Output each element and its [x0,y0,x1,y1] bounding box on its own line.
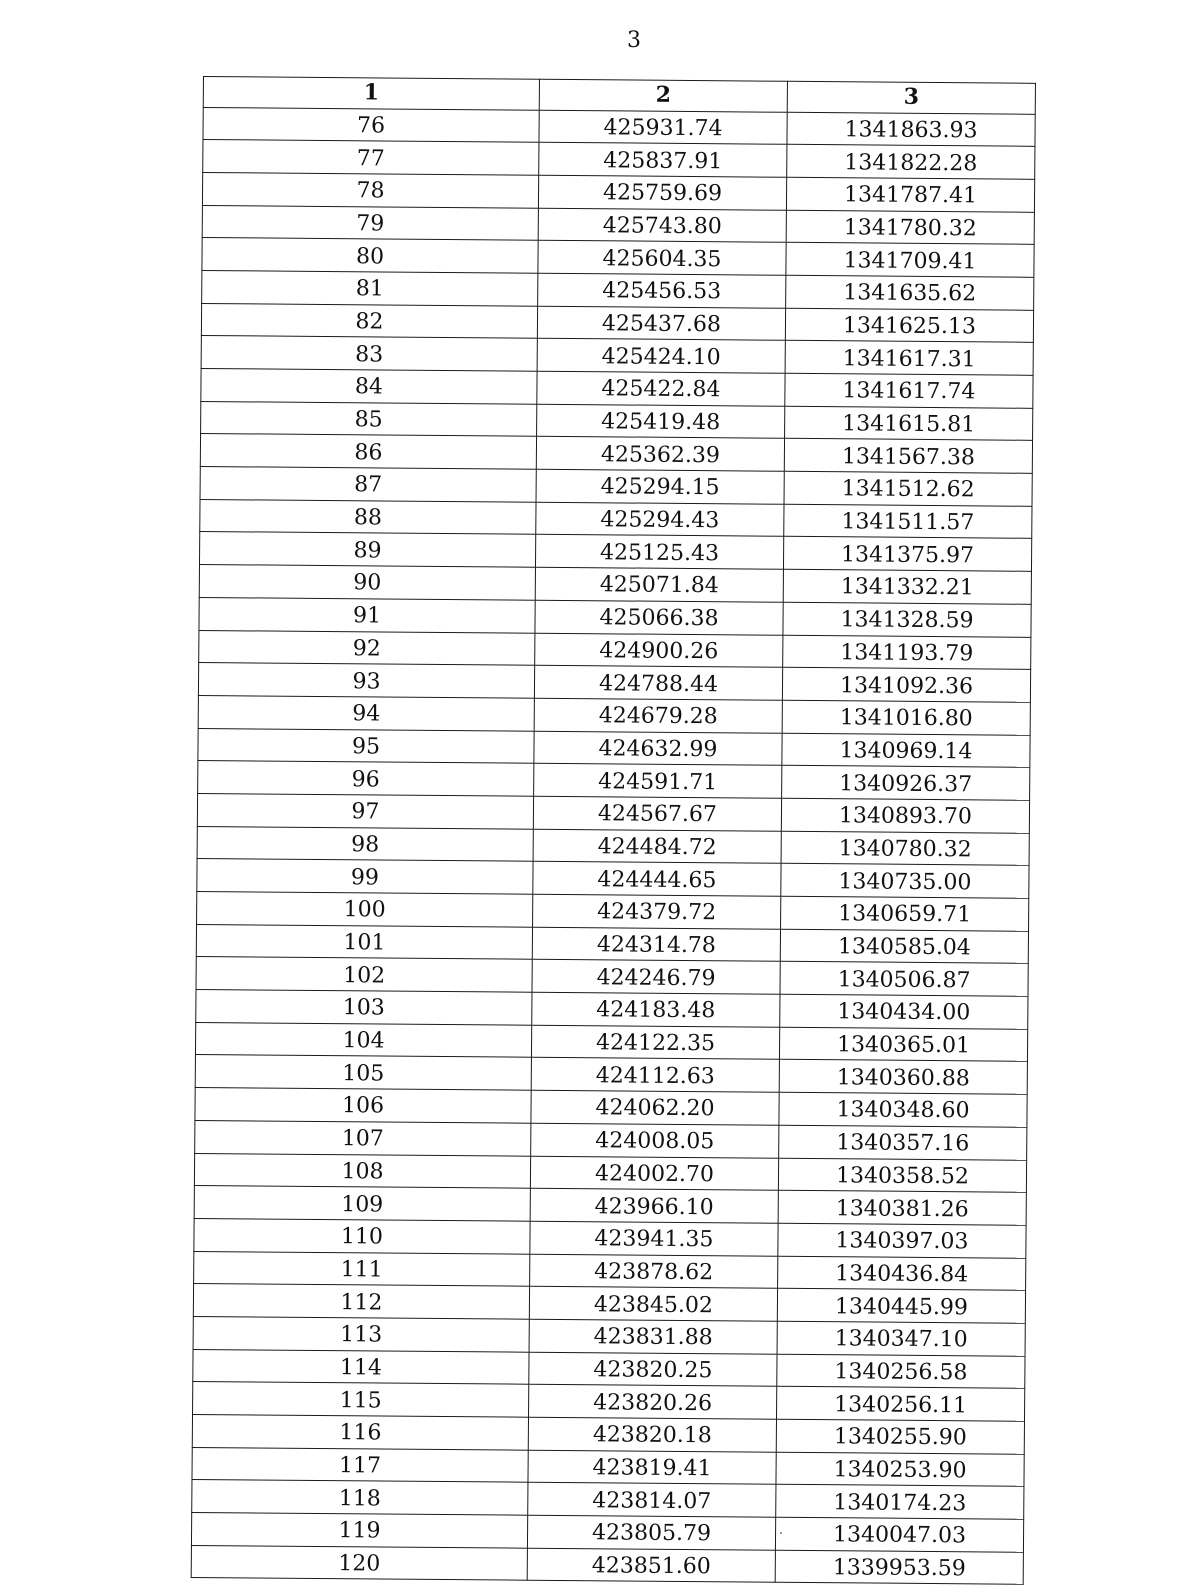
point-number-cell: 79 [202,205,538,240]
y-coordinate-cell: 1340253.90 [776,1452,1024,1487]
x-coordinate-cell: 423831.88 [529,1319,777,1354]
x-coordinate-cell: 425071.84 [535,567,783,602]
x-coordinate-cell: 423878.62 [530,1254,778,1289]
column-header-2: 2 [539,79,787,112]
point-number-cell: 102 [196,957,532,992]
point-number-cell: 112 [193,1284,529,1319]
y-coordinate-cell: 1341780.32 [786,210,1034,245]
y-coordinate-cell: 1340348.60 [779,1092,1027,1127]
x-coordinate-cell: 424591.71 [534,763,782,798]
x-coordinate-cell: 425362.39 [536,437,784,472]
y-coordinate-cell: 1340347.10 [777,1321,1025,1356]
x-coordinate-cell: 424246.79 [532,960,780,995]
point-number-cell: 77 [203,140,539,175]
point-number-cell: 115 [193,1382,529,1417]
y-coordinate-cell: 1340780.32 [781,831,1029,866]
x-coordinate-cell: 424002.70 [530,1156,778,1191]
point-number-cell: 101 [196,924,532,959]
x-coordinate-cell: 424900.26 [535,633,783,668]
y-coordinate-cell: 1340969.14 [782,733,1030,768]
y-coordinate-cell: 1340357.16 [779,1125,1027,1160]
point-number-cell: 84 [201,368,537,403]
x-coordinate-cell: 425837.91 [539,142,787,177]
point-number-cell: 87 [200,467,536,502]
x-coordinate-cell: 425437.68 [537,306,785,341]
y-coordinate-cell: 1341787.41 [786,177,1034,212]
point-number-cell: 95 [198,728,534,763]
x-coordinate-cell: 424788.44 [534,665,782,700]
y-coordinate-cell: 1340256.58 [777,1354,1025,1389]
y-coordinate-cell: 1339953.59 [775,1550,1023,1585]
y-coordinate-cell: 1341328.59 [783,602,1031,637]
y-coordinate-cell: 1340174.23 [776,1485,1024,1520]
y-coordinate-cell: 1341625.13 [785,308,1033,343]
point-number-cell: 100 [197,891,533,926]
x-coordinate-cell: 425931.74 [539,110,787,145]
y-coordinate-cell: 1340360.88 [779,1060,1027,1095]
x-coordinate-cell: 424008.05 [531,1123,779,1158]
x-coordinate-cell: 423941.35 [530,1221,778,1256]
y-coordinate-cell: 1340255.90 [776,1419,1024,1454]
x-coordinate-cell: 423820.26 [529,1385,777,1420]
point-number-cell: 94 [198,695,534,730]
point-number-cell: 99 [197,859,533,894]
y-coordinate-cell: 1340585.04 [780,929,1028,964]
x-coordinate-cell: 425422.84 [537,371,785,406]
x-coordinate-cell: 425456.53 [538,273,786,308]
y-coordinate-cell: 1341375.97 [783,537,1031,572]
point-number-cell: 109 [194,1186,530,1221]
y-coordinate-cell: 1340434.00 [780,994,1028,1029]
y-coordinate-cell: 1340365.01 [779,1027,1027,1062]
x-coordinate-cell: 425294.15 [536,469,784,504]
x-coordinate-cell: 424679.28 [534,698,782,733]
y-coordinate-cell: 1340735.00 [781,864,1029,899]
y-coordinate-cell: 1341193.79 [783,635,1031,670]
x-coordinate-cell: 423851.60 [527,1548,775,1583]
scan-speck [780,1532,782,1534]
point-number-cell: 105 [195,1055,531,1090]
coordinates-table-container [191,76,1047,1585]
point-number-cell: 119 [191,1513,527,1548]
point-number-cell: 81 [202,270,538,305]
y-coordinate-cell: 1341615.81 [785,406,1033,441]
point-number-cell: 117 [192,1447,528,1482]
y-coordinate-cell: 1341332.21 [783,569,1031,604]
point-number-cell: 104 [195,1022,531,1057]
y-coordinate-cell: 1341512.62 [784,471,1032,506]
y-coordinate-cell: 1341511.57 [784,504,1032,539]
x-coordinate-cell: 423814.07 [528,1483,776,1518]
point-number-cell: 85 [201,401,537,436]
point-number-cell: 96 [198,761,534,796]
x-coordinate-cell: 424632.99 [534,731,782,766]
y-coordinate-cell: 1340893.70 [781,798,1029,833]
page-number: 3 [627,28,641,53]
x-coordinate-cell: 425743.80 [538,208,786,243]
x-coordinate-cell: 424379.72 [533,894,781,929]
point-number-cell: 114 [193,1349,529,1384]
point-number-cell: 91 [199,597,535,632]
x-coordinate-cell: 425759.69 [538,175,786,210]
x-coordinate-cell: 424314.78 [532,927,780,962]
point-number-cell: 92 [199,630,535,665]
point-number-cell: 78 [202,172,538,207]
y-coordinate-cell: 1340926.37 [782,766,1030,801]
column-header-3: 3 [787,81,1035,114]
point-number-cell: 118 [192,1480,528,1515]
y-coordinate-cell: 1341635.62 [786,275,1034,310]
x-coordinate-cell: 423819.41 [528,1450,776,1485]
y-coordinate-cell: 1341617.74 [785,373,1033,408]
point-number-cell: 98 [197,826,533,861]
y-coordinate-cell: 1340381.26 [778,1190,1026,1225]
y-coordinate-cell: 1341863.93 [787,112,1035,147]
point-number-cell: 83 [201,336,537,371]
point-number-cell: 111 [194,1251,530,1286]
x-coordinate-cell: 424062.20 [531,1090,779,1125]
y-coordinate-cell: 1341617.31 [785,341,1033,376]
x-coordinate-cell: 423820.18 [528,1417,776,1452]
y-coordinate-cell: 1340397.03 [778,1223,1026,1258]
point-number-cell: 90 [199,565,535,600]
y-coordinate-cell: 1341016.80 [782,700,1030,735]
point-number-cell: 106 [195,1088,531,1123]
y-coordinate-cell: 1341822.28 [787,144,1035,179]
x-coordinate-cell: 423845.02 [529,1286,777,1321]
point-number-cell: 120 [191,1545,527,1580]
point-number-cell: 116 [192,1414,528,1449]
y-coordinate-cell: 1340436.84 [778,1256,1026,1291]
x-coordinate-cell: 424183.48 [532,992,780,1027]
x-coordinate-cell: 425424.10 [537,339,785,374]
y-coordinate-cell: 1340506.87 [780,962,1028,997]
x-coordinate-cell: 424484.72 [533,829,781,864]
y-coordinate-cell: 1340047.03 [775,1517,1023,1552]
coordinates-table [191,76,1036,1585]
point-number-cell: 86 [200,434,536,469]
column-header-1: 1 [203,77,539,110]
x-coordinate-cell: 423820.25 [529,1352,777,1387]
x-coordinate-cell: 425604.35 [538,241,786,276]
y-coordinate-cell: 1341567.38 [784,439,1032,474]
point-number-cell: 80 [202,238,538,273]
table-body [191,107,1035,1585]
point-number-cell: 89 [199,532,535,567]
x-coordinate-cell: 423805.79 [527,1515,775,1550]
x-coordinate-cell: 425066.38 [535,600,783,635]
point-number-cell: 88 [200,499,536,534]
point-number-cell: 110 [194,1218,530,1253]
table-row [191,1545,1023,1585]
x-coordinate-cell: 425125.43 [535,535,783,570]
point-number-cell: 107 [195,1120,531,1155]
point-number-cell: 82 [201,303,537,338]
point-number-cell: 113 [193,1316,529,1351]
point-number-cell: 108 [194,1153,530,1188]
y-coordinate-cell: 1341092.36 [782,667,1030,702]
point-number-cell: 103 [196,990,532,1025]
x-coordinate-cell: 425419.48 [537,404,785,439]
x-coordinate-cell: 424444.65 [533,862,781,897]
x-coordinate-cell: 424122.35 [531,1025,779,1060]
x-coordinate-cell: 424567.67 [533,796,781,831]
x-coordinate-cell: 424112.63 [531,1058,779,1093]
y-coordinate-cell: 1340256.11 [777,1387,1025,1422]
point-number-cell: 93 [198,663,534,698]
y-coordinate-cell: 1340659.71 [781,896,1029,931]
y-coordinate-cell: 1340445.99 [777,1289,1025,1324]
point-number-cell: 76 [203,107,539,142]
y-coordinate-cell: 1340358.52 [778,1158,1026,1193]
point-number-cell: 97 [197,793,533,828]
x-coordinate-cell: 423966.10 [530,1188,778,1223]
x-coordinate-cell: 425294.43 [536,502,784,537]
y-coordinate-cell: 1341709.41 [786,243,1034,278]
